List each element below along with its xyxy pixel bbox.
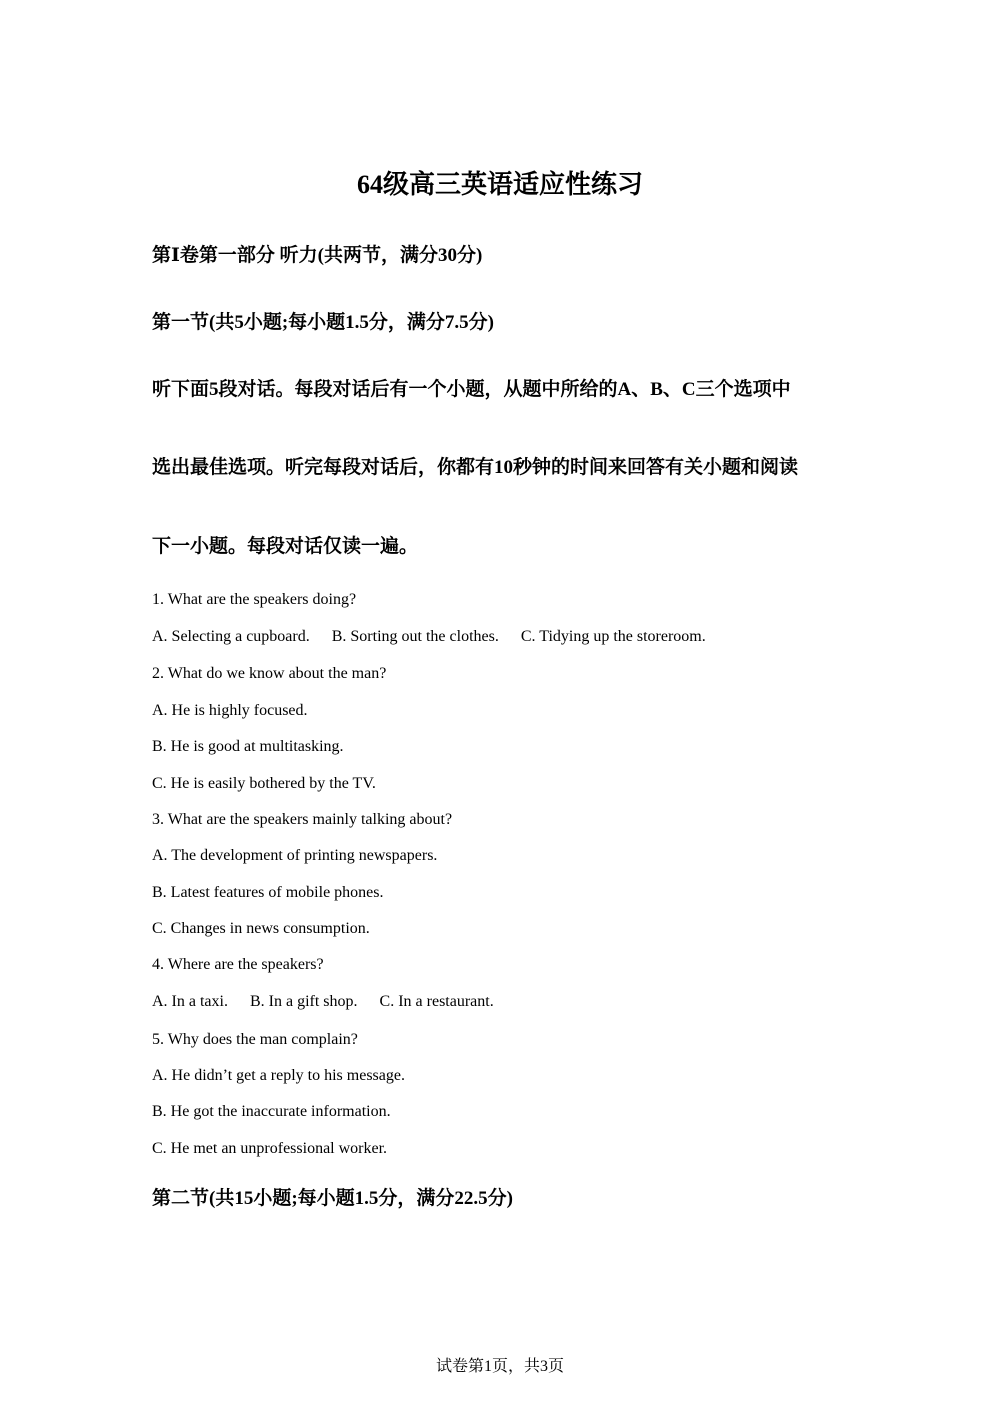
question-2-stem: 2. What do we know about the man? (152, 665, 387, 682)
instruction-line-1: 听下面5段对话。每段对话后有一个小题，从题中所给的A、B、C三个选项中 (152, 379, 791, 400)
question-5-option-c: C. He met an unprofessional worker. (152, 1140, 388, 1157)
question-4-options (152, 991, 512, 1013)
question-2-option-b: B. He is good at multitasking. (152, 738, 344, 755)
section1-heading: 第一节(共5小题;每小题1.5分，满分7.5分) (152, 312, 494, 333)
question-1-option-b: B. Sorting out the clothes. (331, 628, 499, 645)
question-4-option-a: A. In a taxi. (152, 993, 228, 1010)
question-1-options (152, 626, 724, 648)
question-5-option-a: A. He didn’t get a reply to his message. (152, 1067, 405, 1084)
section2-heading: 第二节(共15小题;每小题1.5分，满分22.5分) (152, 1188, 513, 1209)
question-3-stem: 3. What are the speakers mainly talking about? (152, 811, 453, 828)
question-5-option-b: B. He got the inaccurate information. (152, 1103, 391, 1120)
question-1-stem: 1. What are the speakers doing? (152, 591, 357, 608)
question-3-option-c: C. Changes in news consumption. (152, 920, 370, 937)
page-footer: 试卷第1页，共3页 (435, 1358, 564, 1375)
instruction-line-3: 下一小题。每段对话仅读一遍。 (152, 536, 419, 557)
question-4-option-b: B. In a gift shop. (249, 993, 358, 1010)
question-2-option-a: A. He is highly focused. (152, 702, 308, 719)
question-4-stem: 4. Where are the speakers? (152, 956, 324, 973)
part-heading: 第Ⅰ卷第一部分 听力(共两节，满分30分) (152, 245, 483, 266)
question-1-option-a: A. Selecting a cupboard. (152, 628, 310, 645)
question-4-option-c: C. In a restaurant. (379, 993, 494, 1010)
page-title: 64级高三英语适应性练习 (356, 170, 643, 199)
question-3-option-b: B. Latest features of mobile phones. (152, 884, 384, 901)
instruction-line-2: 选出最佳选项。听完每段对话后，你都有10秒钟的时间来回答有关小题和阅读 (152, 457, 799, 478)
question-5-stem: 5. Why does the man complain? (152, 1031, 358, 1048)
question-1-option-c: C. Tidying up the storeroom. (520, 628, 706, 645)
question-2-option-c: C. He is easily bothered by the TV. (152, 775, 376, 792)
question-3-option-a: A. The development of printing newspapers. (152, 847, 438, 864)
